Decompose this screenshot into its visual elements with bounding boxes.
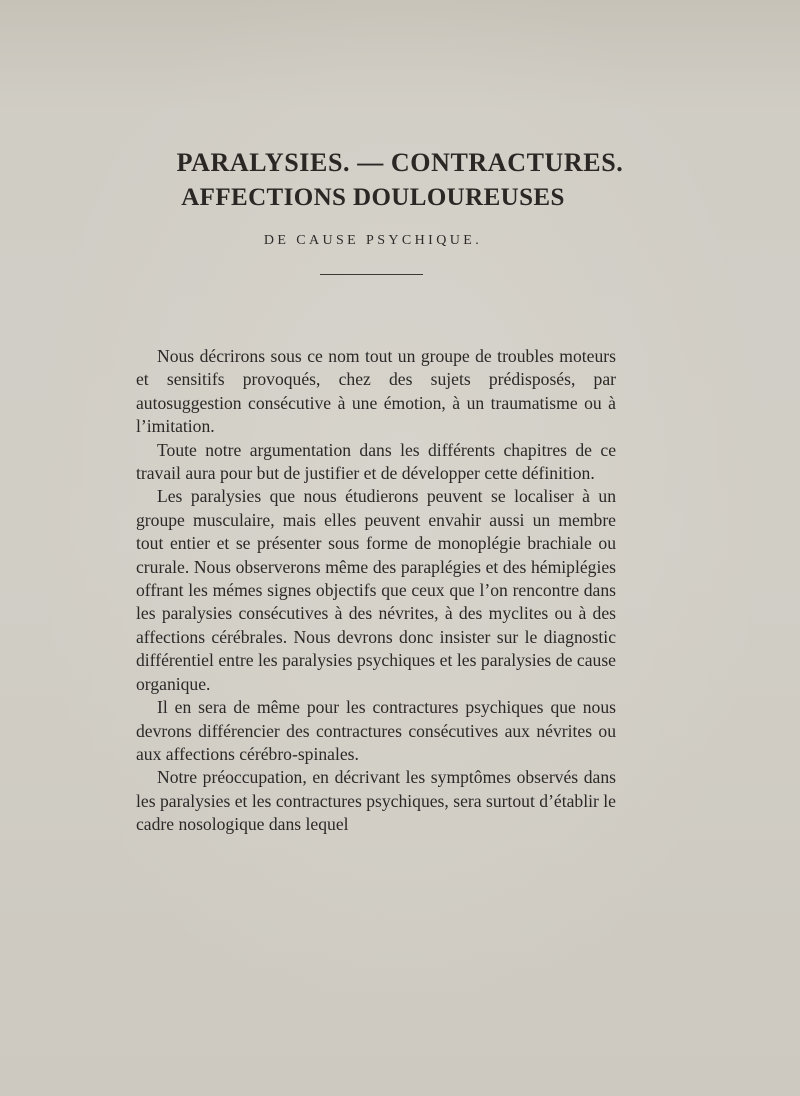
paragraph-3: Les paralysies que nous étudierons peuvent se localiser à un groupe musculaire, mais elles peuvent envahir aussi un membre tout entier et se présenter sous forme de monoplégie brachiale ou crurale. Nous observerons même des paraplégies et des hémiplégies offrant les mémes signes objectifs que ceux que l’on rencontre dans les paralysies consécutives à des névrites, à des myclites ou à des affections cérébrales. Nous devrons donc insister sur le diagnostic différentiel entre les paralysies psychiques et les paralysies de cause organique.: [136, 486, 616, 694]
chapter-title-line-2: AFFECTIONS DOULOUREUSES: [181, 184, 565, 211]
chapter-subtitle: DE CAUSE PSYCHIQUE.: [263, 233, 483, 248]
title-divider: [320, 274, 423, 275]
body-text: [136, 345, 616, 837]
paragraph-5: Notre préoccupation, en décrivant les symptômes observés dans les paralysies et les contractures psychiques, sera surtout d’établir le cadre nosologique dans lequel: [136, 767, 616, 835]
chapter-title-line-1: PARALYSIES. — CONTRACTURES.: [176, 148, 624, 177]
paragraph-4: Il en sera de même pour les contractures psychiques que nous devrons différencier des contractures consécutives aux névrites ou aux affections cérébro-spinales.: [136, 697, 616, 764]
paragraph-1: Nous décrirons sous ce nom tout un groupe de troubles moteurs et sensitifs provoqués, chez des sujets prédisposés, par autosuggestion consécutive à une émotion, à un traumatisme ou à l’imitation.: [136, 346, 616, 437]
paragraph-2: Toute notre argumentation dans les différents chapitres de ce travail aura pour but de justifier et de développer cette définition.: [136, 439, 616, 484]
